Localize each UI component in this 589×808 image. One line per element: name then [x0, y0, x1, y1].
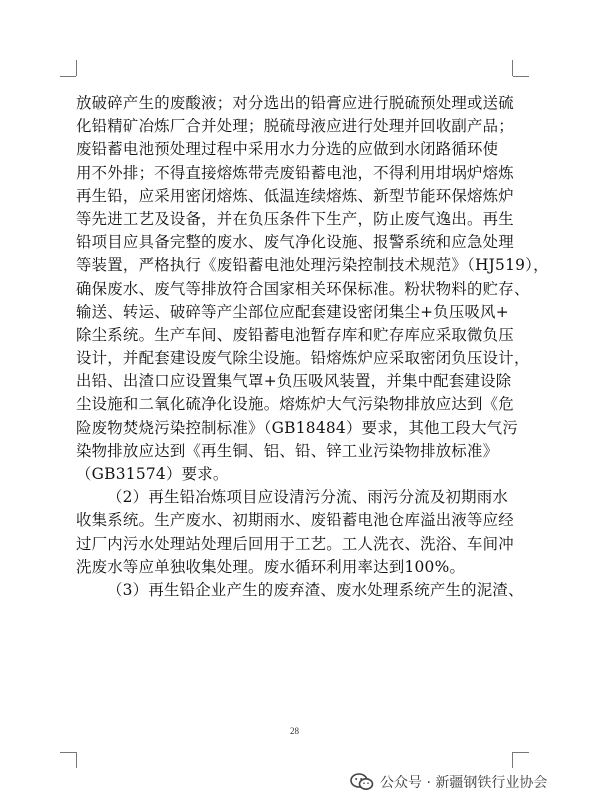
text-line: （3）再生铅企业产生的废弃渣、废水处理系统产生的泥渣、 [107, 580, 524, 599]
text-line: 染物排放应达到《再生铜、铝、铅、锌工业污染物排放标准》 [76, 441, 499, 460]
crop-mark-bottom-right-h [513, 752, 529, 753]
item-2-paragraph [76, 486, 520, 579]
watermark [350, 770, 547, 794]
text-line: 收集系统。生产废水、初期雨水、废铅蓄电池仓库溢出液等应经 [76, 511, 514, 530]
text-line: 险废物焚烧污染控制标准》（GB18484）要求，其他工段大气污 [76, 418, 518, 437]
text-line: 化铅精矿冶炼厂合并处理；脱硫母液应进行处理并回收副产品； [76, 117, 514, 136]
text-line: 废铅蓄电池预处理过程中采用水力分选的应做到水闭路循环使 [76, 140, 499, 159]
crop-mark-top-right-h [513, 76, 529, 77]
text-line: 出铅、出渣口应设置集气罩+负压吸风装置，并集中配套建设除 [76, 372, 512, 391]
text-line: 洗废水等应单独收集处理。废水循环利用率达到100%。 [76, 557, 466, 576]
text-line: 放破碎产生的废酸液；对分选出的铅膏应进行脱硫预处理或送硫 [76, 94, 514, 112]
page-number: 28 [290, 726, 299, 736]
text-line: 尘设施和二氧化硫净化设施。熔炼炉大气污染物排放应达到《危 [76, 395, 514, 414]
text-line: 等先进工艺及设备，并在负压条件下生产，防止废气逸出。再生 [76, 209, 514, 228]
crop-mark-bottom-left-h [60, 752, 76, 753]
crop-mark-top-left-v [76, 60, 77, 76]
text-line: 再生铅，应采用密闭熔炼、低温连续熔炼、新型节能环保熔炼炉 [76, 186, 514, 205]
watermark-text: 公众号 · 新疆钢铁行业协会 [380, 775, 548, 791]
text-line: 用不外排；不得直接熔炼带壳废铅蓄电池，不得利用坩埚炉熔炼 [76, 163, 514, 182]
text-line: 输送、转运、破碎等产尘部位应配套建设密闭集尘+负压吸风+ [76, 302, 509, 321]
body-text [76, 92, 549, 602]
text-line: 等装置，严格执行《废铅蓄电池处理污染控制技术规范》（HJ519）， [76, 256, 549, 275]
crop-mark-bottom-right-v [512, 752, 513, 768]
text-line: 铅项目应具备完整的废水、废气净化设施、报警系统和应急处理 [76, 233, 514, 252]
crop-mark-bottom-left-v [76, 752, 77, 768]
text-line: 过厂内污水处理站处理后回用于工艺。工人洗衣、洗浴、车间冲 [76, 534, 514, 553]
text-line: 确保废水、废气等排放符合国家相关环保标准。粉状物料的贮存、 [76, 279, 530, 298]
text-line: 设计，并配套建设废气除尘设施。铅熔炼炉应采取密闭负压设计， [76, 349, 530, 368]
text-line: （2）再生铅冶炼项目应设清污分流、雨污分流及初期雨水 [107, 488, 509, 507]
text-line: 除尘系统。生产车间、废铅蓄电池暂存库和贮存库应采取微负压 [76, 325, 514, 344]
crop-mark-top-left-h [60, 76, 76, 77]
crop-mark-top-right-v [512, 60, 513, 76]
paragraph-continuation [76, 92, 549, 486]
wechat-icon [350, 773, 374, 791]
text-line: （GB31574）要求。 [76, 465, 229, 483]
item-3-paragraph [76, 579, 524, 602]
